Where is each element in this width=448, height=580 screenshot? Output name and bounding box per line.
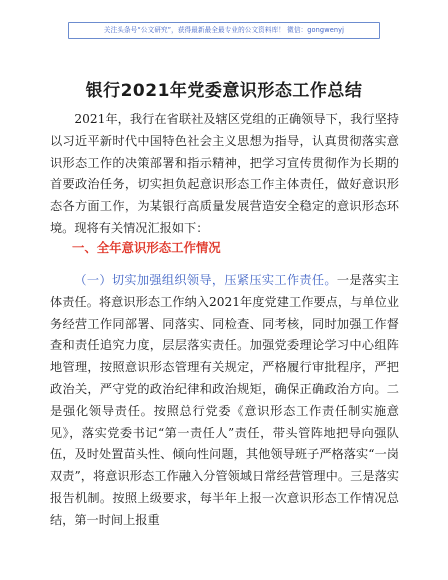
subsection-heading: （一）切实加强组织领导，压紧压实工作责任。 — [74, 273, 337, 287]
document-title: 银行2021年党委意识形态工作总结 — [85, 81, 363, 101]
promo-banner-text: 关注头条号“公文研究”，获得最新最全最专业的公文资料库！ 微信：gongwenyj — [103, 26, 345, 34]
subsection-paragraph — [50, 270, 399, 532]
subsection-body: 一是落实主体责任。将意识形态工作纳入2021年度党建工作要点，与单位业务经营工作同部署、同落实、同检查、同考核，同时加强工作督查和责任追究力度，层层落实责任。加强党委理论学习中心组阵地管理，按照意识形态管理有关规定，严格履行审批程序，严把政治关，严守党的政治纪律和政治规矩，确保正确政治方向。二是强化领导责任。按照总行党委《意识形态工作责任制实施意见》，落实党委书记“第一责任人”责任，带头管阵地把导向强队伍，及时处置苗头性、倾向性问题，其他领导班子严格落实“一岗双责”，将意识形态工作融入分管领域日常经营管理中。三是落实报告机制。按照上级要求，每半年上报一次意识形态工作情况总结，第一时间上报重 — [50, 273, 400, 527]
promo-banner[interactable] — [68, 22, 380, 39]
intro-paragraph: 2021年，我行在省联社及辖区党组的正确领导下，我行坚持以习近平新时代中国特色社会主义思想为指导，认真贯彻落实意识形态工作的决策部署和指示精神，把学习宣传贯彻作为长期的首要政治任务，切实担负起意识形态工作主体责任，做好意识形态各方面工作，为某银行高质量发展营造安全稳定的意识形态环境。现将有关情况汇报如下： — [50, 112, 399, 235]
section-heading: 一、全年意识形态工作情况 — [72, 240, 221, 255]
